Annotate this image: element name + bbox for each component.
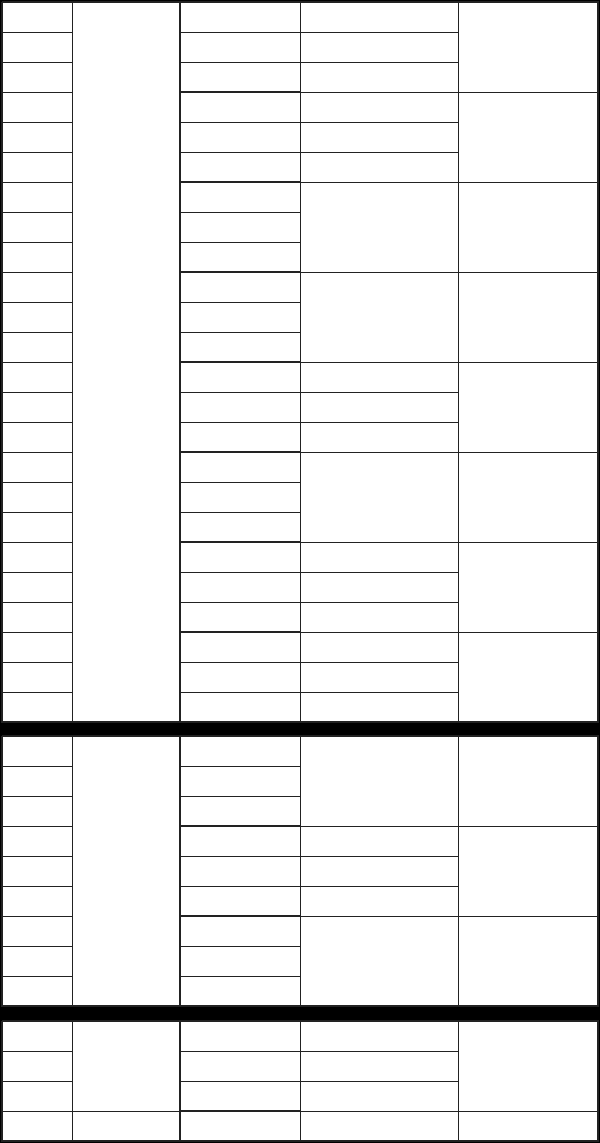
class-name [300, 2, 458, 32]
grid-line [300, 32, 459, 33]
grid-line [180, 1110, 301, 1112]
grid-line [2, 796, 73, 797]
grid-line [300, 362, 459, 363]
grid-line [458, 632, 599, 633]
grid-line [180, 825, 301, 827]
grid-line [180, 886, 301, 887]
row-number [2, 662, 72, 692]
grid-line [180, 976, 301, 977]
student-name [180, 796, 300, 826]
award-level [72, 538, 180, 558]
row-number [2, 92, 72, 122]
student-name [180, 1081, 300, 1111]
grid-line [180, 482, 301, 483]
row-number [2, 482, 72, 512]
row-number [2, 212, 72, 242]
grid-line [300, 452, 459, 453]
grid-line [180, 302, 301, 303]
grid-line [2, 452, 73, 453]
grid-line [180, 572, 301, 573]
student-name [180, 826, 300, 856]
row-number [2, 1081, 72, 1111]
student-name [180, 452, 300, 482]
grid-line [458, 916, 599, 917]
team-group [458, 2, 598, 92]
grid-line [2, 182, 73, 183]
row-number [2, 856, 72, 886]
class-name [300, 152, 458, 182]
grid-line [2, 1111, 73, 1112]
team-group [458, 736, 598, 826]
student-name [180, 602, 300, 632]
grid-line [180, 212, 301, 213]
grid-line [72, 736, 73, 1007]
grid-line [458, 92, 599, 93]
grid-line [300, 632, 459, 633]
grid-line [2, 362, 73, 363]
grid-line [458, 1111, 599, 1112]
grid-line [2, 662, 73, 663]
grid-line [300, 392, 459, 393]
grid-line [597, 1021, 599, 1142]
grid-line [180, 631, 301, 633]
grid-line [300, 602, 459, 603]
student-name [180, 272, 300, 302]
student-name [180, 542, 300, 572]
student-name [180, 182, 300, 212]
grid-line [300, 1111, 459, 1112]
grid-line [300, 692, 459, 693]
grid-line [180, 271, 301, 273]
row-number [2, 122, 72, 152]
row-number [2, 182, 72, 212]
student-name [180, 736, 300, 766]
row-number [2, 976, 72, 1006]
class-name [300, 92, 458, 122]
grid-line [180, 512, 301, 513]
grid-line [300, 662, 459, 663]
grid-line [300, 92, 459, 93]
row-number [2, 62, 72, 92]
row-number [2, 826, 72, 856]
grid-line [2, 482, 73, 483]
grid-line [180, 692, 301, 693]
row-number [2, 796, 72, 826]
team-group [458, 1111, 598, 1141]
team-group [458, 272, 598, 362]
grid-line [180, 122, 301, 123]
grid-line [2, 332, 73, 333]
grid-line [180, 152, 301, 153]
grid-line [300, 62, 459, 63]
grid-line [180, 541, 301, 543]
student-name [180, 946, 300, 976]
team-group [458, 92, 598, 182]
grid-line [180, 662, 301, 663]
class-name [300, 452, 458, 542]
grid-line [180, 796, 301, 797]
grid-line [300, 422, 459, 423]
class-name [300, 182, 458, 272]
grid-line [2, 392, 73, 393]
row-number [2, 512, 72, 542]
class-name [300, 1051, 458, 1081]
row-number [2, 632, 72, 662]
grid-line [180, 1081, 301, 1082]
student-name [180, 1021, 300, 1051]
row-number [2, 452, 72, 482]
grid-line [458, 736, 459, 1007]
student-name [180, 32, 300, 62]
class-name [300, 542, 458, 572]
grid-line [2, 302, 73, 303]
class-name [300, 362, 458, 392]
class-name [300, 62, 458, 92]
grid-line [2, 766, 73, 767]
class-name [300, 1111, 458, 1141]
row-number [2, 602, 72, 632]
grid-line [300, 182, 459, 183]
grid-line [2, 122, 73, 123]
grid-line [2, 272, 73, 273]
student-name [180, 916, 300, 946]
student-name [180, 242, 300, 272]
student-name [180, 2, 300, 32]
row-number [2, 272, 72, 302]
team-group [458, 632, 598, 722]
grid-line [2, 512, 73, 513]
grid-line [180, 602, 301, 603]
class-name [300, 602, 458, 632]
class-name [300, 122, 458, 152]
award-level [72, 1111, 180, 1141]
student-name [180, 632, 300, 662]
grid-line [300, 152, 459, 153]
class-name [300, 1081, 458, 1111]
grid-line [300, 826, 459, 827]
class-name [300, 572, 458, 602]
grid-line [300, 1051, 459, 1052]
team-group [458, 1021, 598, 1111]
row-number [2, 362, 72, 392]
grid-line [180, 766, 301, 767]
student-name [180, 482, 300, 512]
grid-line [180, 856, 301, 857]
student-name [180, 362, 300, 392]
grid-line [2, 1051, 73, 1052]
grid-line [2, 242, 73, 243]
class-name [300, 272, 458, 362]
grid-line [2, 946, 73, 947]
grid-line [2, 542, 73, 543]
grid-line [180, 181, 301, 183]
student-name [180, 692, 300, 722]
grid-line [458, 362, 599, 363]
student-name [180, 122, 300, 152]
class-name [300, 692, 458, 722]
student-name [180, 152, 300, 182]
row-number [2, 422, 72, 452]
grid-line [180, 91, 301, 93]
student-name [180, 572, 300, 602]
class-name [300, 1021, 458, 1051]
row-number [2, 32, 72, 62]
grid-line [179, 736, 181, 1007]
class-name [300, 632, 458, 662]
grid-line [300, 272, 459, 273]
grid-line [2, 826, 73, 827]
grid-line [180, 332, 301, 333]
row-number [2, 572, 72, 602]
grid-line [300, 572, 459, 573]
grid-line [2, 976, 73, 977]
grid-line [2, 62, 73, 63]
grid-line [2, 886, 73, 887]
grid-line [2, 692, 73, 693]
class-name [300, 916, 458, 1006]
grid-line [180, 1051, 301, 1052]
student-name [180, 392, 300, 422]
grid-line [300, 916, 459, 917]
grid-line [180, 946, 301, 947]
grid-line [2, 152, 73, 153]
row-number [2, 302, 72, 332]
team-group [458, 916, 598, 1006]
grid-line [180, 451, 301, 453]
team-group [458, 362, 598, 452]
class-name [300, 422, 458, 452]
student-name [180, 302, 300, 332]
row-number [2, 692, 72, 722]
team-group [458, 826, 598, 916]
grid-line [458, 452, 599, 453]
row-number [2, 886, 72, 916]
grid-line [597, 736, 599, 1007]
grid-line [180, 915, 301, 917]
grid-line [300, 736, 301, 1007]
student-name [180, 766, 300, 796]
row-number [2, 946, 72, 976]
student-name [180, 512, 300, 542]
student-name [180, 976, 300, 1006]
grid-line [2, 422, 73, 423]
grid-line [2, 1081, 73, 1082]
class-name [300, 736, 458, 826]
row-number [2, 1051, 72, 1081]
class-name [300, 826, 458, 856]
class-name [300, 32, 458, 62]
grid-line [2, 602, 73, 603]
grid-line [180, 422, 301, 423]
row-number [2, 916, 72, 946]
student-name [180, 62, 300, 92]
student-name [180, 886, 300, 916]
row-number [2, 152, 72, 182]
row-number [2, 392, 72, 422]
class-name [300, 392, 458, 422]
grid-line [458, 272, 599, 273]
grid-line [180, 392, 301, 393]
team-group [458, 542, 598, 632]
grid-line [300, 122, 459, 123]
student-name [180, 662, 300, 692]
row-number [2, 1021, 72, 1051]
grid-line [180, 62, 301, 63]
row-number [2, 542, 72, 572]
class-name [300, 856, 458, 886]
grid-line [180, 361, 301, 363]
grid-line [2, 92, 73, 93]
grid-line [2, 916, 73, 917]
grid-line [300, 1081, 459, 1082]
class-name [300, 886, 458, 916]
grid-line [458, 542, 599, 543]
row-number [2, 242, 72, 272]
grid-line [180, 32, 301, 33]
grid-line [72, 1111, 181, 1112]
row-number [2, 332, 72, 362]
student-name [180, 1111, 300, 1141]
row-number [2, 2, 72, 32]
grid-line [300, 886, 459, 887]
grid-line [180, 242, 301, 243]
student-name [180, 332, 300, 362]
grid-line [2, 212, 73, 213]
grid-line [1, 736, 3, 1007]
class-name [300, 662, 458, 692]
student-name [180, 92, 300, 122]
grid-line [458, 826, 599, 827]
team-group [458, 452, 598, 542]
student-name [180, 1051, 300, 1081]
grid-line [2, 632, 73, 633]
row-number [2, 766, 72, 796]
grid-line [2, 572, 73, 573]
row-number [2, 736, 72, 766]
grid-line [300, 542, 459, 543]
grid-line [2, 856, 73, 857]
student-name [180, 422, 300, 452]
grid-line [2, 32, 73, 33]
grid-line [458, 182, 599, 183]
student-name [180, 856, 300, 886]
grid-line [300, 856, 459, 857]
team-group [458, 182, 598, 272]
student-name [180, 212, 300, 242]
row-number [2, 1111, 72, 1141]
